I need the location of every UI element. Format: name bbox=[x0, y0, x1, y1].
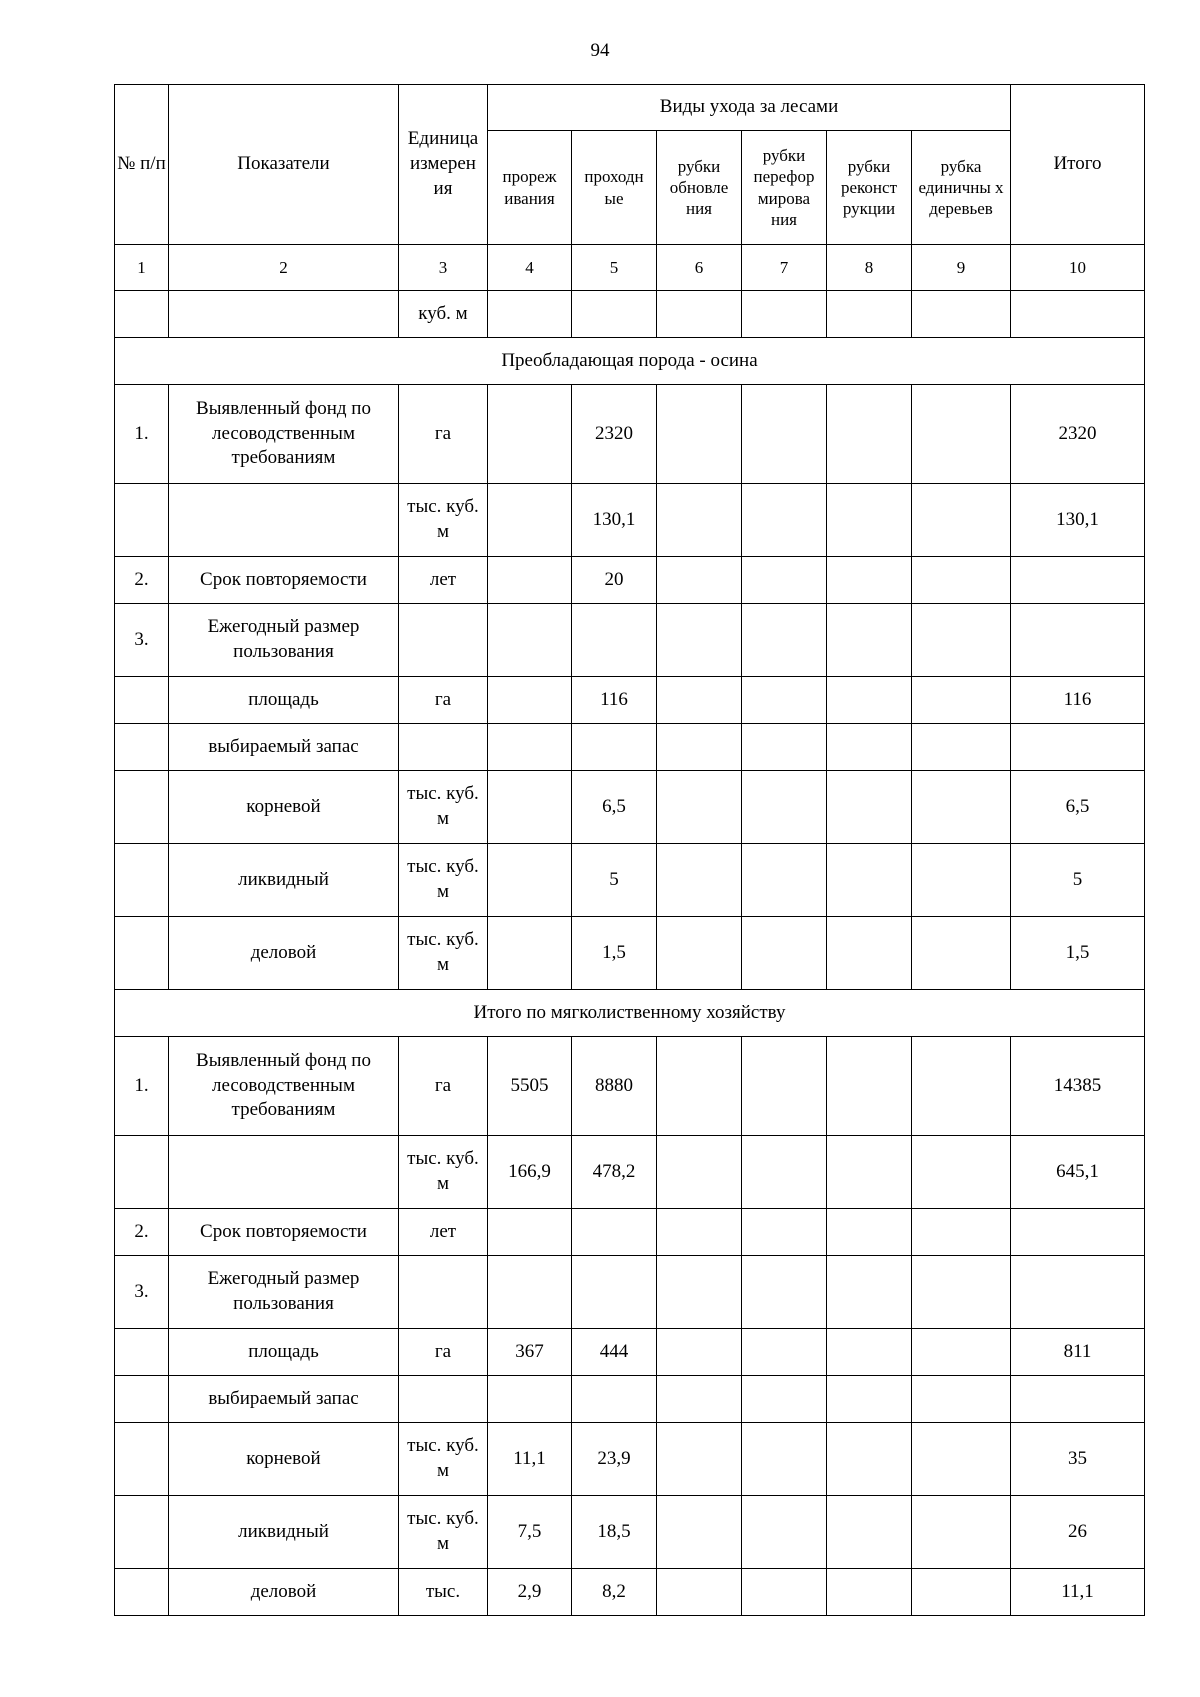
single-tree-value bbox=[912, 1569, 1011, 1616]
passage-value: 23,9 bbox=[572, 1423, 657, 1496]
row-number: 1. bbox=[115, 1037, 169, 1136]
renewal-value bbox=[657, 1569, 742, 1616]
unit-cell: га bbox=[399, 1037, 488, 1136]
unit-cell bbox=[399, 1256, 488, 1329]
col-number: 3 bbox=[399, 245, 488, 291]
table-row bbox=[115, 1256, 1145, 1329]
forest-care-table bbox=[114, 84, 1145, 1616]
thinning-value: 5505 bbox=[488, 1037, 572, 1136]
row-number: 2. bbox=[115, 557, 169, 604]
row-number bbox=[115, 771, 169, 844]
reconstruction-value bbox=[827, 1423, 912, 1496]
col-number: 7 bbox=[742, 245, 827, 291]
total-value: 35 bbox=[1011, 1423, 1145, 1496]
unit-cell: тыс. куб. м bbox=[399, 1136, 488, 1209]
total-value: 130,1 bbox=[1011, 484, 1145, 557]
row-number bbox=[115, 1376, 169, 1423]
renewal-value bbox=[657, 1256, 742, 1329]
thinning-value: 7,5 bbox=[488, 1496, 572, 1569]
reformation-value bbox=[742, 1423, 827, 1496]
row-number bbox=[115, 917, 169, 990]
renewal-value bbox=[657, 1376, 742, 1423]
passage-value bbox=[572, 604, 657, 677]
indicator-name: выбираемый запас bbox=[169, 1376, 399, 1423]
single-tree-value bbox=[912, 1496, 1011, 1569]
unit-cell: га bbox=[399, 677, 488, 724]
table-row bbox=[115, 1496, 1145, 1569]
total-value: 26 bbox=[1011, 1496, 1145, 1569]
indicator-name: Ежегодный размер пользования bbox=[169, 604, 399, 677]
table-row bbox=[115, 917, 1145, 990]
single-tree-value bbox=[912, 1376, 1011, 1423]
renewal-value bbox=[657, 1496, 742, 1569]
reformation-value bbox=[742, 385, 827, 484]
unit-cell: лет bbox=[399, 1209, 488, 1256]
unit-cell bbox=[399, 724, 488, 771]
renewal-value bbox=[657, 844, 742, 917]
renewal-value bbox=[657, 917, 742, 990]
header-unit: Единица измерен ия bbox=[399, 85, 488, 245]
row-number bbox=[115, 1136, 169, 1209]
indicator-name: выбираемый запас bbox=[169, 724, 399, 771]
reconstruction-value bbox=[827, 1569, 912, 1616]
single-tree-value bbox=[912, 604, 1011, 677]
reconstruction-value bbox=[827, 1496, 912, 1569]
header-col9: рубка единичны х деревьев bbox=[912, 131, 1011, 245]
total-value: 645,1 bbox=[1011, 1136, 1145, 1209]
indicator-name: корневой bbox=[169, 1423, 399, 1496]
reformation-value bbox=[742, 604, 827, 677]
table-row bbox=[115, 291, 1145, 338]
section-title: Преобладающая порода - осина bbox=[115, 338, 1145, 385]
single-tree-value bbox=[912, 771, 1011, 844]
total-value bbox=[1011, 1256, 1145, 1329]
row-number: 3. bbox=[115, 1256, 169, 1329]
total-value bbox=[1011, 724, 1145, 771]
reformation-value bbox=[742, 771, 827, 844]
single-tree-value bbox=[912, 917, 1011, 990]
thinning-value bbox=[488, 1209, 572, 1256]
reconstruction-value bbox=[827, 1376, 912, 1423]
thinning-value bbox=[488, 557, 572, 604]
passage-value: 444 bbox=[572, 1329, 657, 1376]
unit-cell: тыс. куб. м bbox=[399, 1496, 488, 1569]
renewal-value bbox=[657, 1037, 742, 1136]
header-col4: прореж ивания bbox=[488, 131, 572, 245]
thinning-value bbox=[488, 385, 572, 484]
row-number bbox=[115, 1329, 169, 1376]
table-row bbox=[115, 604, 1145, 677]
total-value bbox=[1011, 1376, 1145, 1423]
single-tree-value bbox=[912, 1136, 1011, 1209]
thinning-value: 166,9 bbox=[488, 1136, 572, 1209]
single-tree-value bbox=[912, 1329, 1011, 1376]
reformation-value bbox=[742, 844, 827, 917]
table-row bbox=[115, 677, 1145, 724]
reformation-value bbox=[742, 724, 827, 771]
single-tree-value bbox=[912, 385, 1011, 484]
thinning-value bbox=[488, 1256, 572, 1329]
row-number: 1. bbox=[115, 385, 169, 484]
unit-cell bbox=[399, 1376, 488, 1423]
table-row bbox=[115, 484, 1145, 557]
passage-value bbox=[572, 1256, 657, 1329]
row-number bbox=[115, 677, 169, 724]
col-number: 1 bbox=[115, 245, 169, 291]
reformation-value bbox=[742, 1496, 827, 1569]
indicator-name: площадь bbox=[169, 677, 399, 724]
section-header-row bbox=[115, 338, 1145, 385]
header-total: Итого bbox=[1011, 85, 1145, 245]
indicator-name: площадь bbox=[169, 1329, 399, 1376]
passage-value: 1,5 bbox=[572, 917, 657, 990]
passage-value: 20 bbox=[572, 557, 657, 604]
reformation-value bbox=[742, 1569, 827, 1616]
section-title: Итого по мягколиственному хозяйству bbox=[115, 990, 1145, 1037]
renewal-value bbox=[657, 677, 742, 724]
renewal-value bbox=[657, 1423, 742, 1496]
passage-value bbox=[572, 1209, 657, 1256]
passage-value bbox=[572, 724, 657, 771]
column-numbers-row bbox=[115, 245, 1145, 291]
thinning-value: 11,1 bbox=[488, 1423, 572, 1496]
indicator-name: Срок повторяемости bbox=[169, 1209, 399, 1256]
renewal-value bbox=[657, 724, 742, 771]
table-row bbox=[115, 1037, 1145, 1136]
thinning-value bbox=[488, 604, 572, 677]
table-row bbox=[115, 1209, 1145, 1256]
header-num: № п/п bbox=[115, 85, 169, 245]
header-care-types: Виды ухода за лесами bbox=[488, 85, 1011, 131]
passage-value: 18,5 bbox=[572, 1496, 657, 1569]
reconstruction-value bbox=[827, 385, 912, 484]
total-value bbox=[1011, 1209, 1145, 1256]
reformation-value bbox=[742, 1329, 827, 1376]
renewal-value bbox=[657, 484, 742, 557]
total-value: 2320 bbox=[1011, 385, 1145, 484]
total-value: 6,5 bbox=[1011, 771, 1145, 844]
reformation-value bbox=[742, 917, 827, 990]
indicator-name: деловой bbox=[169, 1569, 399, 1616]
indicator-name: Выявленный фонд по лесоводственным требованиям bbox=[169, 1037, 399, 1136]
reformation-value bbox=[742, 1136, 827, 1209]
thinning-value bbox=[488, 724, 572, 771]
reformation-value bbox=[742, 1037, 827, 1136]
passage-value: 5 bbox=[572, 844, 657, 917]
thinning-value bbox=[488, 771, 572, 844]
passage-value: 2320 bbox=[572, 385, 657, 484]
reconstruction-value bbox=[827, 917, 912, 990]
reformation-value bbox=[742, 1209, 827, 1256]
row-number: 3. bbox=[115, 604, 169, 677]
reformation-value bbox=[742, 484, 827, 557]
row-number bbox=[115, 1496, 169, 1569]
indicator-name: корневой bbox=[169, 771, 399, 844]
unit-cell: тыс. bbox=[399, 1569, 488, 1616]
total-value: 5 bbox=[1011, 844, 1145, 917]
renewal-value bbox=[657, 771, 742, 844]
header-col7: рубки перефор мирова ния bbox=[742, 131, 827, 245]
indicator-name: ликвидный bbox=[169, 1496, 399, 1569]
reconstruction-value bbox=[827, 724, 912, 771]
passage-value bbox=[572, 1376, 657, 1423]
unit-cell: тыс. куб. м bbox=[399, 771, 488, 844]
passage-value: 8880 bbox=[572, 1037, 657, 1136]
single-tree-value bbox=[912, 677, 1011, 724]
indicator-name bbox=[169, 484, 399, 557]
reconstruction-value bbox=[827, 1209, 912, 1256]
unit-cell bbox=[399, 604, 488, 677]
renewal-value bbox=[657, 1209, 742, 1256]
table-row bbox=[115, 1136, 1145, 1209]
thinning-value bbox=[488, 844, 572, 917]
table-row bbox=[115, 385, 1145, 484]
page-number: 94 bbox=[590, 40, 610, 61]
table-row bbox=[115, 844, 1145, 917]
col-number: 9 bbox=[912, 245, 1011, 291]
indicator-name: ликвидный bbox=[169, 844, 399, 917]
total-value: 811 bbox=[1011, 1329, 1145, 1376]
table-row bbox=[115, 1376, 1145, 1423]
reformation-value bbox=[742, 1376, 827, 1423]
header-col6: рубки обновле ния bbox=[657, 131, 742, 245]
renewal-value bbox=[657, 604, 742, 677]
single-tree-value bbox=[912, 724, 1011, 771]
unit-cell: тыс. куб. м bbox=[399, 1423, 488, 1496]
thinning-value bbox=[488, 677, 572, 724]
single-tree-value bbox=[912, 557, 1011, 604]
unit-cell: га bbox=[399, 1329, 488, 1376]
reformation-value bbox=[742, 557, 827, 604]
header-row-top bbox=[115, 85, 1145, 131]
passage-value: 130,1 bbox=[572, 484, 657, 557]
total-value: 11,1 bbox=[1011, 1569, 1145, 1616]
indicator-name: Выявленный фонд по лесоводственным требованиям bbox=[169, 385, 399, 484]
unit-cell: куб. м bbox=[399, 291, 488, 338]
row-number: 2. bbox=[115, 1209, 169, 1256]
table-row bbox=[115, 724, 1145, 771]
row-number bbox=[115, 1423, 169, 1496]
reconstruction-value bbox=[827, 1256, 912, 1329]
total-value: 1,5 bbox=[1011, 917, 1145, 990]
passage-value: 116 bbox=[572, 677, 657, 724]
col-number: 5 bbox=[572, 245, 657, 291]
reconstruction-value bbox=[827, 1329, 912, 1376]
single-tree-value bbox=[912, 1037, 1011, 1136]
renewal-value bbox=[657, 557, 742, 604]
reconstruction-value bbox=[827, 1136, 912, 1209]
passage-value: 6,5 bbox=[572, 771, 657, 844]
reconstruction-value bbox=[827, 844, 912, 917]
section-header-row bbox=[115, 990, 1145, 1037]
unit-cell: тыс. куб. м bbox=[399, 844, 488, 917]
indicator-name bbox=[169, 1136, 399, 1209]
unit-cell: га bbox=[399, 385, 488, 484]
single-tree-value bbox=[912, 1209, 1011, 1256]
passage-value: 8,2 bbox=[572, 1569, 657, 1616]
single-tree-value bbox=[912, 484, 1011, 557]
reconstruction-value bbox=[827, 604, 912, 677]
reconstruction-value bbox=[827, 771, 912, 844]
total-value: 14385 bbox=[1011, 1037, 1145, 1136]
thinning-value bbox=[488, 484, 572, 557]
reconstruction-value bbox=[827, 677, 912, 724]
total-value bbox=[1011, 557, 1145, 604]
row-number bbox=[115, 1569, 169, 1616]
indicator-name: Ежегодный размер пользования bbox=[169, 1256, 399, 1329]
total-value bbox=[1011, 604, 1145, 677]
unit-cell: тыс. куб. м bbox=[399, 484, 488, 557]
table-row bbox=[115, 1423, 1145, 1496]
reconstruction-value bbox=[827, 1037, 912, 1136]
single-tree-value bbox=[912, 1423, 1011, 1496]
thinning-value: 367 bbox=[488, 1329, 572, 1376]
renewal-value bbox=[657, 385, 742, 484]
thinning-value bbox=[488, 1376, 572, 1423]
single-tree-value bbox=[912, 1256, 1011, 1329]
table-row bbox=[115, 557, 1145, 604]
header-col8: рубки реконст рукции bbox=[827, 131, 912, 245]
thinning-value: 2,9 bbox=[488, 1569, 572, 1616]
col-number: 2 bbox=[169, 245, 399, 291]
col-number: 10 bbox=[1011, 245, 1145, 291]
indicator-name: Срок повторяемости bbox=[169, 557, 399, 604]
total-value: 116 bbox=[1011, 677, 1145, 724]
col-number: 8 bbox=[827, 245, 912, 291]
unit-cell: тыс. куб. м bbox=[399, 917, 488, 990]
row-number bbox=[115, 724, 169, 771]
indicator-name: деловой bbox=[169, 917, 399, 990]
header-col5: проходн ые bbox=[572, 131, 657, 245]
col-number: 6 bbox=[657, 245, 742, 291]
renewal-value bbox=[657, 1329, 742, 1376]
header-indicators: Показатели bbox=[169, 85, 399, 245]
table-row bbox=[115, 1569, 1145, 1616]
unit-cell: лет bbox=[399, 557, 488, 604]
thinning-value bbox=[488, 917, 572, 990]
row-number bbox=[115, 844, 169, 917]
table-row bbox=[115, 1329, 1145, 1376]
renewal-value bbox=[657, 1136, 742, 1209]
col-number: 4 bbox=[488, 245, 572, 291]
passage-value: 478,2 bbox=[572, 1136, 657, 1209]
reconstruction-value bbox=[827, 557, 912, 604]
table-row bbox=[115, 771, 1145, 844]
reconstruction-value bbox=[827, 484, 912, 557]
single-tree-value bbox=[912, 844, 1011, 917]
reformation-value bbox=[742, 1256, 827, 1329]
row-number bbox=[115, 484, 169, 557]
reformation-value bbox=[742, 677, 827, 724]
